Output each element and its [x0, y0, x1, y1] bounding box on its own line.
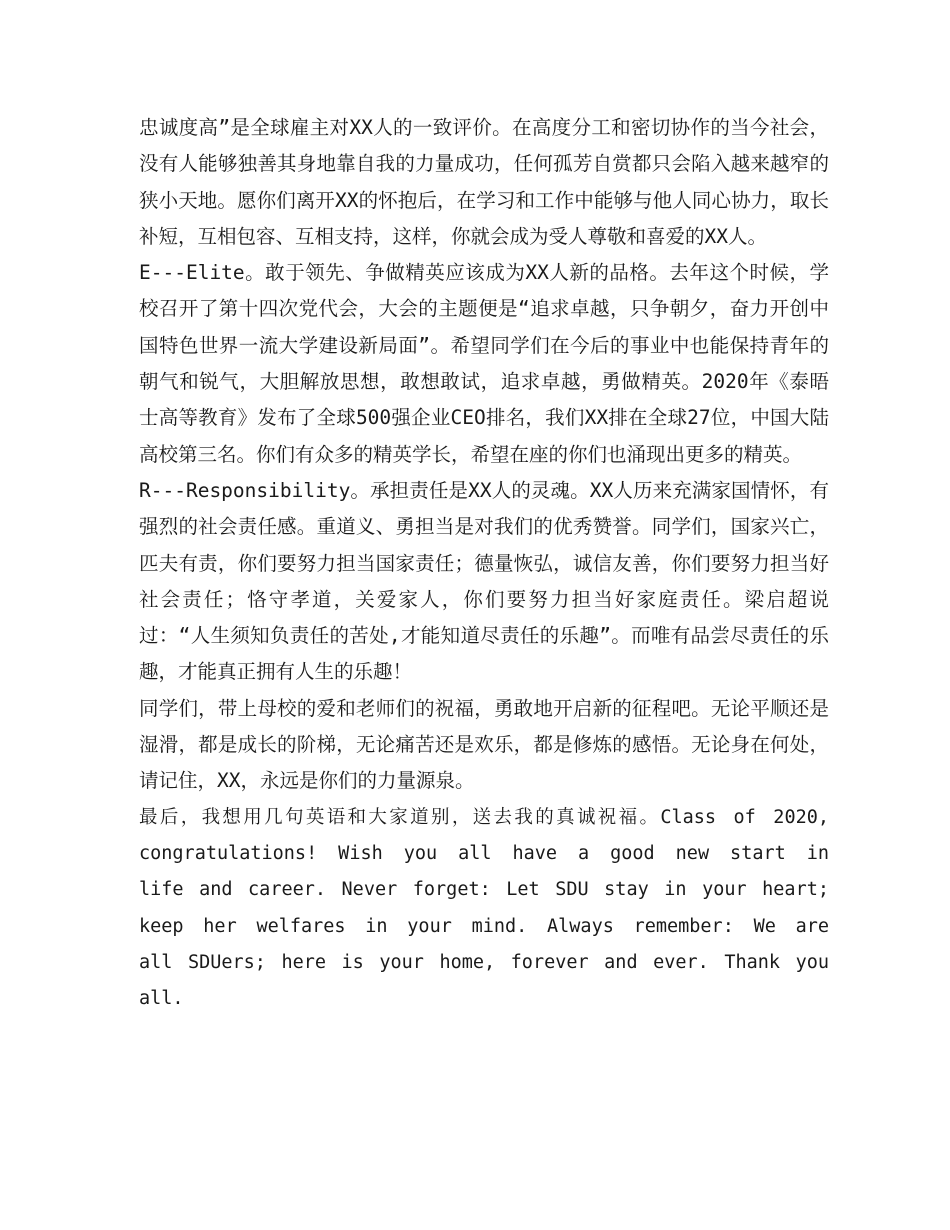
paragraph-english-blessing: 最后，我想用几句英语和大家道别，送去我的真诚祝福。Class of 2020, congratulations! Wish you all have a good new start in life and career. Never forget: Let SDU stay in your heart; keep her welfares in your mind. Always remember: We are all SDUers; here is your home, forever and ever. Thank you all.: [139, 806, 829, 1010]
paragraph-loyalty: 忠诚度高”是全球雇主对XX人的一致评价。在高度分工和密切协作的当今社会，没有人能够独善其身地靠自我的力量成功，任何孤芳自赏都只会陷入越来越窄的狭小天地。愿你们离开XX的怀抱后，在学习和工作中能够与他人同心协力，取长补短，互相包容、互相支持，这样，你就会成为受人尊敬和喜爱的XX人。: [139, 116, 829, 248]
paragraph-elite: E---Elite。敢于领先、争做精英应该成为XX人新的品格。去年这个时候，学校召开了第十四次党代会，大会的主题便是“追求卓越，只争朝夕，奋力开创中国特色世界一流大学建设新局面”。希望同学们在今后的事业中也能保持青年的朝气和锐气，大胆解放思想，敢想敢试，追求卓越，勇做精英。2020年《泰晤士高等教育》发布了全球500强企业CEO排名，我们XX排在全球27位，中国大陆高校第三名。你们有众多的精英学长，希望在座的你们也涌现出更多的精英。: [139, 261, 829, 466]
paragraph-farewell: 同学们，带上母校的爱和老师们的祝福，勇敢地开启新的征程吧。无论平顺还是湿滑，都是成长的阶梯，无论痛苦还是欢乐，都是修炼的感悟。无论身在何处，请记住，XX，永远是你们的力量源泉。: [139, 696, 829, 793]
paragraph-responsibility: R---Responsibility。承担责任是XX人的灵魂。XX人历来充满家国情怀，有强烈的社会责任感。重道义、勇担当是对我们的优秀赞誉。同学们，国家兴亡，匹夫有责，你们要努力担当国家责任；德量恢弘，诚信友善，你们要努力担当好社会责任；恪守孝道，关爱家人，你们要努力担当好家庭责任。梁启超说过：“人生须知负责任的苦处,才能知道尽责任的乐趣”。而唯有品尝尽责任的乐趣，才能真正拥有人生的乐趣！: [139, 478, 829, 684]
document-body: [139, 110, 829, 1017]
